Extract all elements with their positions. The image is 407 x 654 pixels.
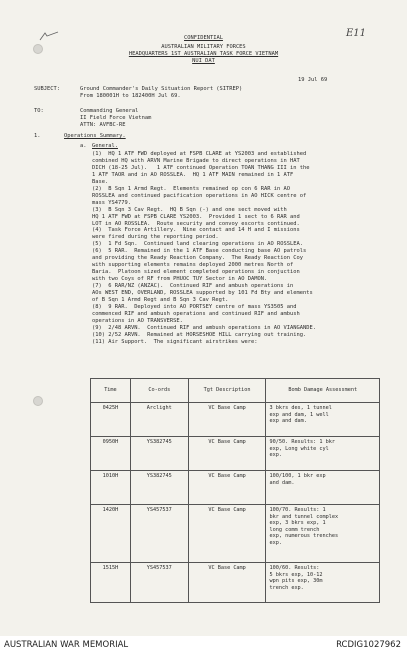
bda-line: and dam. xyxy=(269,479,295,486)
addressee-line: ATTN: AVFBC-RE xyxy=(80,122,126,128)
cell-time: 1515H xyxy=(91,563,131,603)
situation-line: mass YS4779. xyxy=(92,199,131,206)
cell-time: 0950H xyxy=(91,437,131,471)
column-header: Co-ords xyxy=(130,379,188,403)
situation-line: (4) Task Force Artillery. Nine contact and 14 H and I missions xyxy=(92,227,300,234)
situation-line: (2) B Sqn 1 Armd Regt. Elements remained op con 6 RAR in AO xyxy=(92,185,290,192)
column-header: Time xyxy=(91,379,131,403)
bda-line: exp. xyxy=(269,452,282,459)
situation-line: ROSSLEA and continued pacification operations in AO HICK centre of xyxy=(92,192,307,199)
footer-source: AUSTRALIAN WAR MEMORIAL xyxy=(4,640,129,650)
header-line: NUI DAT xyxy=(192,58,215,64)
cell-coords: YS457537 xyxy=(130,563,188,603)
situation-line: (8) 9 RAR. Deployed into AO PORTSEY centre of mass YS3505 and xyxy=(92,303,297,310)
table-row xyxy=(91,437,380,471)
bda-line: 3 bkrs des, 1 tunnel xyxy=(269,405,332,411)
cell-coords: YS382745 xyxy=(130,471,188,505)
situation-line: LOT in AO ROSSLEA. Route security and convoy escorts continued. xyxy=(92,220,300,227)
cell-tgt: VC Base Camp xyxy=(188,505,266,563)
cell-time: 0425H xyxy=(91,403,131,437)
situation-line: AOs WEST END, OVERLAND, ROSSLEA supported by 101 Fd Bty and elements xyxy=(92,290,313,296)
bda-line: long comm trench xyxy=(269,526,320,533)
situation-line: (5) 1 Fd Sqn. Continued land clearing operations in AO ROSSLEA. xyxy=(92,241,303,248)
cell-coords: Arclight xyxy=(130,403,188,437)
situation-line: HQ 1 ATF FWD at FSPB CLARE YS2003. Provided 1 sect to 6 RAR and xyxy=(92,213,300,220)
addressee-line: II Field Force Vietnam xyxy=(80,115,152,121)
to-label: TO: xyxy=(34,108,44,114)
cell-tgt: VC Base Camp xyxy=(188,563,266,603)
bda-line: 100/100, 1 bkr exp xyxy=(269,473,326,479)
cell-coords: YS382745 xyxy=(130,437,188,471)
situation-line: Base. xyxy=(92,178,109,185)
airstrike-table xyxy=(90,378,380,603)
paragraph-title: General. xyxy=(92,143,118,149)
bda-line: exp, 3 bkrs exp, 1 xyxy=(269,520,326,527)
handwritten-mark: E11 xyxy=(346,28,367,39)
cell-bda xyxy=(266,563,380,603)
situation-line: (9) 2/48 ARVN. Continued RIF and ambush operations in AO VIANGANDE. xyxy=(92,324,316,331)
bda-line: bkr and tunnel complex xyxy=(269,513,339,520)
cell-tgt: VC Base Camp xyxy=(188,471,266,505)
table-header-row xyxy=(91,379,380,403)
cell-bda xyxy=(266,403,380,437)
cell-bda xyxy=(266,437,380,471)
section-title: Operations Summary. xyxy=(64,133,126,139)
section-number: 1. xyxy=(34,133,41,139)
situation-line: with supporting elements remains deployed 2000 metres North of xyxy=(92,262,294,269)
paragraph-label: a. xyxy=(80,143,87,149)
situation-line: 1 ATF TAOR and in AO ROSSLEA. HQ 1 ATF MAIN remained in 1 ATF xyxy=(92,171,294,178)
bda-line: 5 bkrs exp, 10-12 xyxy=(269,571,323,578)
column-header: Tgt Description xyxy=(188,379,266,403)
situation-line: combined HQ with ARVN Marine Brigade to direct operations in HAT xyxy=(92,157,300,164)
situation-line: with two Coys of RF from PHUOC TUY Sector in AO DAMON. xyxy=(92,276,268,283)
situation-line: (10) 2/52 ARVN. Remained at HORSESHOE HILL carrying out training. xyxy=(92,331,307,338)
classification-label: CONFIDENTIAL xyxy=(184,35,223,41)
situation-line: commenced RIF and ambush operations and continued RIF and ambush xyxy=(92,310,300,317)
cell-tgt: VC Base Camp xyxy=(188,437,266,471)
table-body xyxy=(91,403,380,603)
situation-line: (1) HQ 1 ATF FWD deployed at FSPB CLARE at YS2003 and established xyxy=(92,151,307,157)
cell-bda xyxy=(266,505,380,563)
footer-record-id: RCDIG1027962 xyxy=(336,640,401,650)
subject-label: SUBJECT: xyxy=(34,86,60,92)
punch-hole xyxy=(33,396,43,406)
column-header: Bomb Damage Assessment xyxy=(266,379,380,403)
situation-line: operations in AO TRANSVERSE. xyxy=(92,317,183,324)
subject-text: Ground Commander's Daily Situation Report (SITREP) xyxy=(80,86,243,92)
bda-line: 100/60. Results: xyxy=(269,565,320,571)
cell-coords: YS457537 xyxy=(130,505,188,563)
footer-bar xyxy=(0,636,407,654)
bda-line: 100/70. Results: 1 xyxy=(269,507,326,513)
situation-line: (7) 6 RAR/NZ (ANZAC). Continued RIF and ambush operations in xyxy=(92,283,294,290)
table-row xyxy=(91,471,380,505)
cell-time: 1010H xyxy=(91,471,131,505)
situation-line: (6) 5 RAR. Remained in the 1 ATF Base conducting base AO patrols xyxy=(92,248,307,255)
bda-line: exp. xyxy=(269,539,282,546)
table-row xyxy=(91,505,380,563)
bda-line: exp and dam. xyxy=(269,418,307,425)
document-date: 19 Jul 69 xyxy=(298,77,328,83)
bda-line: 90/50. Results: 1 bkr xyxy=(269,439,336,445)
bda-line: wpn pits exp, 30m xyxy=(269,578,323,585)
bda-line: exp, Long white cyl xyxy=(269,445,329,452)
subject-text: From 180001H to 182400H Jul 69. xyxy=(80,93,181,99)
header-line: HEADQUARTERS 1ST AUSTRALIAN TASK FORCE VIETNAM xyxy=(128,51,279,57)
bda-line: trench exp. xyxy=(269,584,304,591)
header-line: AUSTRALIAN MILITARY FORCES xyxy=(161,44,246,50)
addressee-line: Commanding General xyxy=(80,108,139,114)
situation-line: DICH (18-25 Jul). 1 ATF continued Operation TOAN THANG III in the xyxy=(92,164,310,171)
situation-line: were fired during the reporting period. xyxy=(92,234,219,241)
situation-line: of B Sqn 1 Armd Regt and B Sqn 3 Cav Regt. xyxy=(92,296,229,303)
situation-line: (3) B Sqn 3 Cav Regt. HQ B Sqn (-) and one sect moved with xyxy=(92,206,287,213)
bda-line: exp, numerous trenches xyxy=(269,533,339,540)
situation-line: Baria. Platoon sized element completed operations in conjuction xyxy=(92,269,300,276)
cell-bda xyxy=(266,471,380,505)
cell-tgt: VC Base Camp xyxy=(188,403,266,437)
table-row xyxy=(91,563,380,603)
cell-time: 1420H xyxy=(91,505,131,563)
table-row xyxy=(91,403,380,437)
situation-line: (11) Air Support. The significant airstrikes were: xyxy=(92,338,258,345)
situation-line: and providing the Ready Reaction Company. The Ready Reaction Coy xyxy=(92,255,303,262)
bda-line: exp and dam, 1 well xyxy=(269,411,329,418)
